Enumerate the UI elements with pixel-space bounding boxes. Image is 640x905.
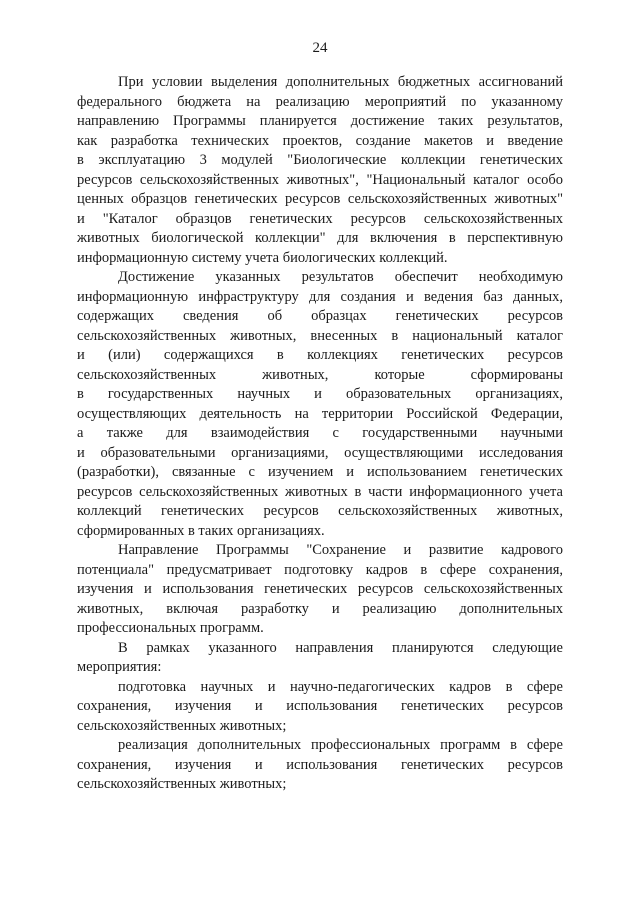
text-line: подготовка научных и научно-педагогических кадров в сфере (118, 678, 563, 695)
paragraph-planned-activities (77, 639, 563, 678)
text-line: в эксплуатацию 3 модулей "Биологические коллекции генетических (77, 152, 563, 168)
text-line: реализация дополнительных профессиональных программ в сфере (118, 737, 563, 753)
text-line: профессиональных программ. (77, 620, 264, 636)
text-line: сельскохозяйственных животных, внесенных в национальный каталог (77, 327, 563, 344)
text-line: В рамках указанного направления планируются следующие (118, 639, 563, 656)
paragraph-budget-results (77, 73, 563, 268)
text-line: ценных образцов генетических ресурсов сельскохозяйственных животных" (77, 191, 563, 207)
text-line: информационную систему учета биологических коллекций. (77, 249, 448, 266)
list-item-programs (77, 736, 563, 795)
text-line: (разработки), связанные с изучением и использованием генетических (77, 464, 563, 480)
text-line: изучения и использования генетических ресурсов сельскохозяйственных (77, 581, 563, 597)
paragraph-personnel-direction (77, 541, 563, 639)
text-line: осуществляющих деятельность на территории Российской Федерации, (77, 405, 563, 422)
text-line: как разработка технических проектов, создание макетов и введение (77, 132, 563, 149)
document-body (77, 73, 563, 795)
text-line: информационную инфраструктуру для создания и ведения баз данных, (77, 288, 563, 305)
page-number: 24 (312, 40, 328, 56)
text-line: содержащих сведения об образцах генетических ресурсов (77, 308, 563, 324)
text-line: потенциала" предусматривает подготовку кадров в сфере сохранения, (77, 561, 563, 578)
text-line: мероприятия: (77, 659, 162, 675)
text-line: сельскохозяйственных животных; (77, 776, 287, 792)
text-line: При условии выделения дополнительных бюджетных ассигнований (118, 74, 563, 90)
text-line: направлению Программы планируется достижение таких результатов, (77, 113, 563, 129)
text-line: ресурсов сельскохозяйственных животных в части информационного учета (77, 483, 563, 500)
text-line: федерального бюджета на реализацию мероприятий по указанному (77, 93, 563, 110)
text-line: сформированных в таких организациях. (77, 522, 325, 539)
text-line: сельскохозяйственных животных; (77, 717, 287, 734)
text-line: Направление Программы "Сохранение и развитие кадрового (118, 542, 563, 558)
text-line: в государственных научных и образовательных организациях, (77, 386, 563, 402)
text-line: а также для взаимодействия с государственными научными (77, 425, 563, 441)
text-line: и (или) содержащихся в коллекциях генетических ресурсов (77, 347, 563, 363)
text-line: сельскохозяйственных животных, которые сформированы (77, 366, 563, 383)
text-line: животных, включая разработку и реализацию дополнительных (77, 600, 563, 617)
text-line: ресурсов сельскохозяйственных животных", "Национальный каталог особо (77, 171, 563, 188)
text-line: и образовательными организациями, осуществляющими исследования (77, 444, 563, 461)
text-line: животных биологической коллекции" для включения в перспективную (77, 230, 563, 246)
text-line: сохранения, изучения и использования генетических ресурсов (77, 698, 563, 714)
paragraph-infrastructure (77, 268, 563, 541)
text-line: и "Каталог образцов генетических ресурсов сельскохозяйственных (77, 210, 563, 227)
text-line: сохранения, изучения и использования генетических ресурсов (77, 756, 563, 773)
text-line: Достижение указанных результатов обеспечит необходимую (118, 269, 563, 285)
list-item-training (77, 678, 563, 737)
text-line: коллекций генетических ресурсов сельскохозяйственных животных, (77, 503, 563, 519)
